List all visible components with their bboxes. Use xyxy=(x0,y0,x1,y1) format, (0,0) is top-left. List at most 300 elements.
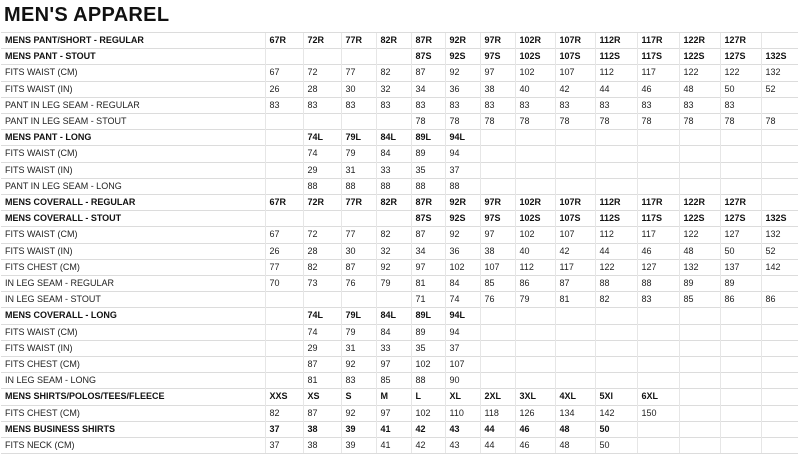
table-cell xyxy=(341,292,376,308)
table-cell: 97R xyxy=(480,33,515,49)
table-cell: 81 xyxy=(555,292,595,308)
table-cell: 102 xyxy=(411,405,445,421)
table-cell: 97 xyxy=(480,227,515,243)
table-cell xyxy=(637,373,679,389)
table-cell: 127 xyxy=(637,259,679,275)
table-cell xyxy=(265,114,303,130)
table-cell: 94 xyxy=(445,324,480,340)
table-cell: 118 xyxy=(480,405,515,421)
row-label: MENS PANT - LONG xyxy=(1,130,265,146)
table-cell xyxy=(679,421,720,437)
table-row xyxy=(1,178,798,194)
table-cell: 90 xyxy=(445,373,480,389)
table-cell: 36 xyxy=(445,81,480,97)
table-cell xyxy=(555,146,595,162)
table-cell: 134 xyxy=(555,405,595,421)
table-cell: 83 xyxy=(265,97,303,113)
table-cell xyxy=(265,162,303,178)
table-cell xyxy=(515,130,555,146)
table-cell: 132S xyxy=(761,211,798,227)
table-cell xyxy=(761,357,798,373)
table-cell xyxy=(637,146,679,162)
table-cell: 92 xyxy=(341,405,376,421)
table-cell: 117 xyxy=(637,65,679,81)
table-cell xyxy=(720,373,761,389)
table-cell: 38 xyxy=(480,243,515,259)
table-cell: 127 xyxy=(720,227,761,243)
table-cell xyxy=(265,357,303,373)
table-cell: 97 xyxy=(411,259,445,275)
table-cell: 82 xyxy=(376,227,411,243)
table-cell: 126 xyxy=(515,405,555,421)
table-cell: 92 xyxy=(445,227,480,243)
table-cell: 79 xyxy=(515,292,555,308)
table-cell: 127R xyxy=(720,195,761,211)
table-cell xyxy=(515,357,555,373)
table-cell: 92S xyxy=(445,49,480,65)
table-cell: 50 xyxy=(720,243,761,259)
table-cell xyxy=(595,130,637,146)
table-cell: 41 xyxy=(376,421,411,437)
table-cell: 40 xyxy=(515,243,555,259)
table-cell: 102 xyxy=(445,259,480,275)
table-cell: 32 xyxy=(376,243,411,259)
table-cell: 41 xyxy=(376,438,411,454)
table-cell: 97 xyxy=(376,357,411,373)
table-cell: 88 xyxy=(411,373,445,389)
table-row xyxy=(1,162,798,178)
table-cell: 112S xyxy=(595,211,637,227)
row-label: FITS WAIST (CM) xyxy=(1,324,265,340)
table-cell: 44 xyxy=(595,243,637,259)
table-cell xyxy=(341,211,376,227)
table-cell: 85 xyxy=(376,373,411,389)
table-cell: 37 xyxy=(265,421,303,437)
table-cell: 30 xyxy=(341,243,376,259)
table-cell: 89 xyxy=(720,276,761,292)
table-cell: 38 xyxy=(303,438,341,454)
table-cell xyxy=(303,211,341,227)
table-cell xyxy=(265,373,303,389)
table-cell: 78 xyxy=(445,114,480,130)
table-cell: 77 xyxy=(341,227,376,243)
table-cell xyxy=(555,357,595,373)
table-cell xyxy=(555,324,595,340)
table-cell: 36 xyxy=(445,243,480,259)
table-cell xyxy=(555,373,595,389)
table-cell xyxy=(341,49,376,65)
page-title: MEN'S APPAREL xyxy=(4,4,170,26)
table-cell: 88 xyxy=(411,178,445,194)
table-cell xyxy=(761,33,798,49)
table-cell: 70 xyxy=(265,276,303,292)
table-cell: 107 xyxy=(445,357,480,373)
table-cell: 46 xyxy=(637,81,679,97)
row-label: FITS WAIST (CM) xyxy=(1,227,265,243)
table-cell: 112 xyxy=(595,65,637,81)
table-cell: 88 xyxy=(637,276,679,292)
table-cell: 87S xyxy=(411,211,445,227)
table-cell xyxy=(515,178,555,194)
row-label: PANT IN LEG SEAM - REGULAR xyxy=(1,97,265,113)
table-cell: 46 xyxy=(637,243,679,259)
table-cell: 92S xyxy=(445,211,480,227)
table-cell: 29 xyxy=(303,162,341,178)
size-chart-table xyxy=(1,32,798,454)
table-cell xyxy=(595,373,637,389)
table-cell: 6XL xyxy=(637,389,679,405)
table-cell: 83 xyxy=(720,97,761,113)
table-cell xyxy=(761,178,798,194)
table-cell: 117 xyxy=(555,259,595,275)
table-cell: 78 xyxy=(595,114,637,130)
table-cell xyxy=(720,421,761,437)
row-label: FITS WAIST (CM) xyxy=(1,65,265,81)
table-cell xyxy=(761,162,798,178)
table-cell: 67R xyxy=(265,33,303,49)
table-cell: 71 xyxy=(411,292,445,308)
table-row xyxy=(1,97,798,113)
table-cell: 97 xyxy=(376,405,411,421)
table-cell xyxy=(720,162,761,178)
table-cell xyxy=(480,162,515,178)
table-cell: 89 xyxy=(411,146,445,162)
table-row xyxy=(1,357,798,373)
table-cell xyxy=(376,211,411,227)
table-cell: 102S xyxy=(515,49,555,65)
table-cell: 87 xyxy=(411,227,445,243)
table-section-header-row xyxy=(1,211,798,227)
table-cell: 48 xyxy=(679,81,720,97)
table-cell: 122 xyxy=(679,227,720,243)
table-cell: 137 xyxy=(720,259,761,275)
table-cell: 87 xyxy=(303,405,341,421)
table-cell xyxy=(761,340,798,356)
table-cell: 39 xyxy=(341,421,376,437)
table-cell: L xyxy=(411,389,445,405)
table-cell: 79 xyxy=(376,276,411,292)
table-cell xyxy=(637,162,679,178)
table-cell xyxy=(679,405,720,421)
table-cell xyxy=(761,389,798,405)
table-cell xyxy=(595,308,637,324)
table-cell: 83 xyxy=(411,97,445,113)
table-cell: 87R xyxy=(411,33,445,49)
table-cell xyxy=(376,49,411,65)
table-cell: M xyxy=(376,389,411,405)
table-cell: 122 xyxy=(679,65,720,81)
table-row xyxy=(1,405,798,421)
table-cell: 84L xyxy=(376,308,411,324)
table-cell: 97S xyxy=(480,211,515,227)
table-cell: 26 xyxy=(265,81,303,97)
table-cell: 82 xyxy=(303,259,341,275)
table-cell: 74L xyxy=(303,308,341,324)
table-cell: 89 xyxy=(679,276,720,292)
table-cell: 107R xyxy=(555,195,595,211)
table-cell: 42 xyxy=(555,243,595,259)
table-cell: 83 xyxy=(637,97,679,113)
table-cell: 89 xyxy=(411,324,445,340)
table-cell: 83 xyxy=(679,97,720,113)
table-cell: 31 xyxy=(341,340,376,356)
table-cell: 83 xyxy=(303,97,341,113)
table-cell xyxy=(480,308,515,324)
row-label: FITS NECK (CM) xyxy=(1,438,265,454)
table-cell: 142 xyxy=(595,405,637,421)
table-cell xyxy=(265,292,303,308)
table-cell: 112S xyxy=(595,49,637,65)
table-cell xyxy=(761,146,798,162)
table-section-header-row xyxy=(1,130,798,146)
table-cell: 87R xyxy=(411,195,445,211)
table-section-header-row xyxy=(1,308,798,324)
table-cell xyxy=(761,438,798,454)
table-cell: 88 xyxy=(445,178,480,194)
table-cell: 107S xyxy=(555,49,595,65)
table-cell: 33 xyxy=(376,340,411,356)
row-label: FITS WAIST (IN) xyxy=(1,243,265,259)
table-cell xyxy=(265,340,303,356)
table-section-header-row xyxy=(1,49,798,65)
table-cell: 94 xyxy=(445,146,480,162)
table-cell: 102 xyxy=(515,65,555,81)
table-cell: 50 xyxy=(595,421,637,437)
table-row xyxy=(1,373,798,389)
table-cell: 38 xyxy=(303,421,341,437)
table-cell xyxy=(720,178,761,194)
table-cell xyxy=(637,324,679,340)
table-cell xyxy=(720,389,761,405)
row-label: MENS BUSINESS SHIRTS xyxy=(1,421,265,437)
table-row xyxy=(1,65,798,81)
table-cell xyxy=(480,146,515,162)
row-label: PANT IN LEG SEAM - LONG xyxy=(1,178,265,194)
table-cell xyxy=(515,146,555,162)
table-row xyxy=(1,438,798,454)
row-label: FITS WAIST (IN) xyxy=(1,81,265,97)
table-cell: 74 xyxy=(303,146,341,162)
table-cell: 42 xyxy=(411,421,445,437)
table-cell: 42 xyxy=(555,81,595,97)
table-cell xyxy=(679,162,720,178)
table-cell: 88 xyxy=(303,178,341,194)
table-cell xyxy=(341,114,376,130)
table-cell xyxy=(265,130,303,146)
table-cell xyxy=(637,308,679,324)
table-cell: 30 xyxy=(341,81,376,97)
table-section-header-row xyxy=(1,195,798,211)
table-cell: XXS xyxy=(265,389,303,405)
table-cell xyxy=(555,308,595,324)
table-cell: 127R xyxy=(720,33,761,49)
table-cell xyxy=(679,340,720,356)
table-cell: 79L xyxy=(341,130,376,146)
table-cell: 132S xyxy=(761,49,798,65)
table-cell: 112 xyxy=(595,227,637,243)
table-cell: 77R xyxy=(341,33,376,49)
table-cell: 102S xyxy=(515,211,555,227)
table-cell: 74 xyxy=(445,292,480,308)
table-cell: 76 xyxy=(480,292,515,308)
table-cell: 3XL xyxy=(515,389,555,405)
table-cell: 83 xyxy=(341,97,376,113)
table-cell xyxy=(637,340,679,356)
row-label: IN LEG SEAM - STOUT xyxy=(1,292,265,308)
table-cell: 97 xyxy=(480,65,515,81)
table-cell: 150 xyxy=(637,405,679,421)
table-cell: 78 xyxy=(720,114,761,130)
table-cell: 35 xyxy=(411,162,445,178)
table-cell xyxy=(265,308,303,324)
table-cell: 83 xyxy=(445,97,480,113)
table-cell xyxy=(761,421,798,437)
table-cell xyxy=(637,178,679,194)
table-cell: 48 xyxy=(679,243,720,259)
table-cell: 82R xyxy=(376,33,411,49)
table-cell: 83 xyxy=(515,97,555,113)
table-cell: 82R xyxy=(376,195,411,211)
table-cell: 78 xyxy=(679,114,720,130)
table-row xyxy=(1,324,798,340)
table-cell: 50 xyxy=(720,81,761,97)
table-cell xyxy=(761,324,798,340)
table-cell xyxy=(679,308,720,324)
table-cell: 112R xyxy=(595,195,637,211)
table-cell: 72 xyxy=(303,227,341,243)
table-cell: XS xyxy=(303,389,341,405)
table-cell: 39 xyxy=(341,438,376,454)
table-cell: XL xyxy=(445,389,480,405)
table-cell: 117S xyxy=(637,49,679,65)
row-label: MENS SHIRTS/POLOS/TEES/FLEECE xyxy=(1,389,265,405)
table-cell: 44 xyxy=(480,438,515,454)
row-label: MENS PANT - STOUT xyxy=(1,49,265,65)
table-cell xyxy=(480,340,515,356)
table-cell xyxy=(265,146,303,162)
table-cell xyxy=(595,146,637,162)
table-cell xyxy=(376,114,411,130)
row-label: FITS WAIST (CM) xyxy=(1,146,265,162)
table-cell: 82 xyxy=(265,405,303,421)
table-cell: 97S xyxy=(480,49,515,65)
table-cell: 127S xyxy=(720,49,761,65)
table-cell: 102 xyxy=(515,227,555,243)
table-cell: S xyxy=(341,389,376,405)
table-cell: 92R xyxy=(445,195,480,211)
table-cell: 117R xyxy=(637,195,679,211)
table-section-header-row xyxy=(1,389,798,405)
table-cell: 81 xyxy=(303,373,341,389)
table-cell: 89L xyxy=(411,308,445,324)
table-cell: 74 xyxy=(303,324,341,340)
table-cell: 73 xyxy=(303,276,341,292)
table-cell: 89L xyxy=(411,130,445,146)
table-cell: 33 xyxy=(376,162,411,178)
table-cell: 72R xyxy=(303,195,341,211)
table-cell: 122R xyxy=(679,195,720,211)
table-cell: 87 xyxy=(411,65,445,81)
table-cell xyxy=(761,405,798,421)
table-cell: 67R xyxy=(265,195,303,211)
table-row xyxy=(1,292,798,308)
table-cell: 107S xyxy=(555,211,595,227)
table-cell: 67 xyxy=(265,65,303,81)
table-cell xyxy=(720,146,761,162)
table-cell xyxy=(555,178,595,194)
table-cell: 122 xyxy=(595,259,637,275)
table-row xyxy=(1,81,798,97)
table-cell xyxy=(480,178,515,194)
table-cell xyxy=(720,405,761,421)
table-cell: 122S xyxy=(679,211,720,227)
table-cell xyxy=(679,373,720,389)
table-cell: 83 xyxy=(595,97,637,113)
table-cell: 83 xyxy=(341,373,376,389)
table-cell xyxy=(480,373,515,389)
table-cell xyxy=(720,130,761,146)
table-cell: 5Xl xyxy=(595,389,637,405)
table-cell: 77R xyxy=(341,195,376,211)
table-cell xyxy=(555,162,595,178)
table-cell: 107R xyxy=(555,33,595,49)
table-cell: 84 xyxy=(376,146,411,162)
table-cell: 83 xyxy=(480,97,515,113)
table-cell: 29 xyxy=(303,340,341,356)
table-cell: 92R xyxy=(445,33,480,49)
table-cell: 86 xyxy=(515,276,555,292)
row-label: FITS CHEST (CM) xyxy=(1,405,265,421)
table-cell: 88 xyxy=(595,276,637,292)
table-cell xyxy=(595,162,637,178)
table-cell: 142 xyxy=(761,259,798,275)
table-cell: 112R xyxy=(595,33,637,49)
table-cell: 117S xyxy=(637,211,679,227)
row-label: MENS PANT/SHORT - REGULAR xyxy=(1,33,265,49)
table-cell: 28 xyxy=(303,81,341,97)
table-cell xyxy=(637,130,679,146)
table-cell xyxy=(303,49,341,65)
table-cell: 32 xyxy=(376,81,411,97)
table-cell xyxy=(480,357,515,373)
table-cell: 83 xyxy=(637,292,679,308)
table-cell: 37 xyxy=(265,438,303,454)
table-cell: 127S xyxy=(720,211,761,227)
table-cell xyxy=(515,308,555,324)
table-cell: 97R xyxy=(480,195,515,211)
table-cell: 107 xyxy=(555,65,595,81)
table-cell: 87 xyxy=(303,357,341,373)
table-cell: 52 xyxy=(761,81,798,97)
table-cell xyxy=(595,324,637,340)
table-cell xyxy=(761,308,798,324)
table-cell: 112 xyxy=(515,259,555,275)
table-cell: 132 xyxy=(679,259,720,275)
table-cell xyxy=(720,438,761,454)
table-cell xyxy=(515,340,555,356)
table-cell: 79L xyxy=(341,308,376,324)
table-cell: 77 xyxy=(341,65,376,81)
table-cell: 83 xyxy=(555,97,595,113)
table-cell: 43 xyxy=(445,438,480,454)
table-cell xyxy=(761,276,798,292)
table-cell xyxy=(265,324,303,340)
table-cell: 117R xyxy=(637,33,679,49)
table-cell: 94L xyxy=(445,308,480,324)
table-cell: 44 xyxy=(595,81,637,97)
table-cell: 102R xyxy=(515,33,555,49)
table-section-header-row xyxy=(1,33,798,49)
